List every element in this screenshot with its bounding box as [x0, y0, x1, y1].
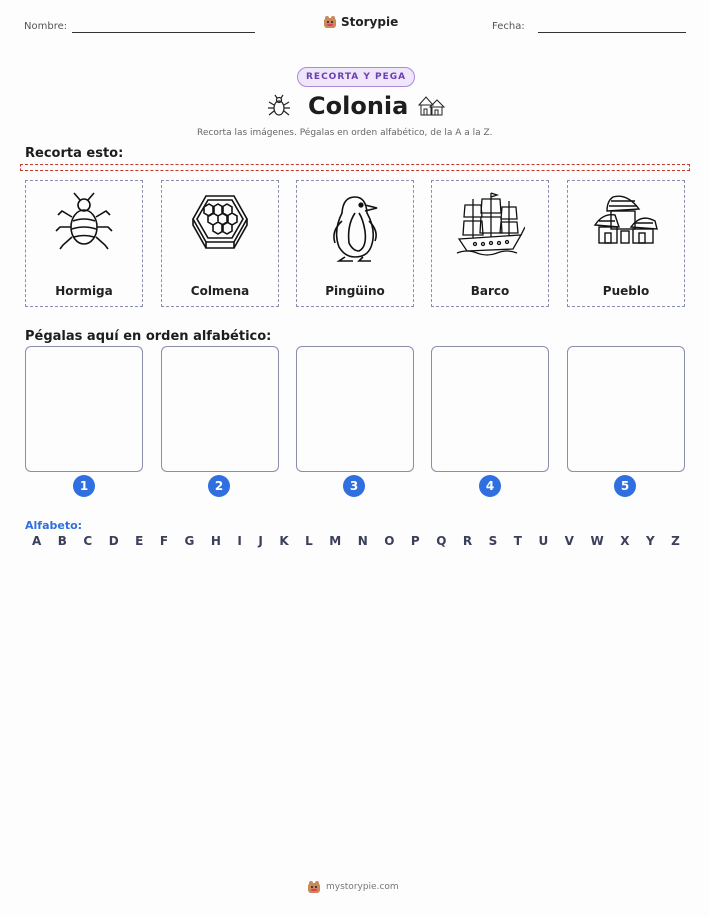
cut-line — [20, 164, 690, 171]
letter: Q — [436, 534, 447, 548]
date-label: Fecha: — [492, 21, 525, 32]
name-line[interactable] — [72, 32, 255, 33]
letter: S — [488, 534, 498, 548]
letter: D — [108, 534, 119, 548]
instructions: Recorta las imágenes. Pégalas en orden alfabético, de la A a la Z. — [197, 128, 493, 138]
letter: Z — [671, 534, 680, 548]
ship-icon — [455, 191, 525, 257]
storypie-mascot-icon — [323, 15, 337, 29]
slot-number-4: 4 — [479, 475, 501, 497]
alphabet-row — [32, 534, 680, 548]
letter: I — [237, 534, 242, 548]
name-label: Nombre: — [24, 21, 68, 32]
alphabet-heading: Alfabeto: — [25, 519, 83, 532]
card-label: Barco — [470, 284, 510, 298]
letter: J — [258, 534, 263, 548]
paste-slot-1[interactable] — [25, 346, 143, 472]
footer-url[interactable]: mystorypie.com — [326, 882, 399, 892]
letter: M — [329, 534, 342, 548]
letter: N — [357, 534, 368, 548]
date-line[interactable] — [538, 32, 686, 33]
letter: W — [590, 534, 604, 548]
slot-number-1: 1 — [73, 475, 95, 497]
storypie-mascot-icon — [307, 880, 321, 894]
paste-heading: Pégalas aquí en orden alfabético: — [25, 329, 272, 344]
card-pueblo[interactable] — [567, 180, 685, 307]
title-village-icon — [416, 93, 446, 123]
card-colmena[interactable] — [161, 180, 279, 307]
letter: C — [83, 534, 93, 548]
card-label: Pingüino — [325, 284, 385, 298]
paste-slot-3[interactable] — [296, 346, 414, 472]
brand-name: Storypie — [341, 15, 399, 29]
letter: U — [538, 534, 549, 548]
card-label: Colmena — [190, 284, 250, 298]
letter: H — [210, 534, 221, 548]
letter: K — [279, 534, 289, 548]
letter: R — [462, 534, 473, 548]
slot-number-2: 2 — [208, 475, 230, 497]
paste-slot-4[interactable] — [431, 346, 549, 472]
slot-number-3: 3 — [343, 475, 365, 497]
letter: O — [384, 534, 395, 548]
footer — [307, 880, 399, 894]
letter: E — [135, 534, 144, 548]
letter: A — [32, 534, 42, 548]
brand-logo — [323, 15, 398, 29]
slot-number-5: 5 — [614, 475, 636, 497]
letter: B — [57, 534, 67, 548]
penguin-icon — [325, 191, 385, 263]
letter: L — [305, 534, 313, 548]
card-label: Hormiga — [55, 284, 113, 298]
card-barco[interactable] — [431, 180, 549, 307]
card-label: Pueblo — [602, 284, 650, 298]
bug-icon — [54, 191, 114, 253]
honeycomb-icon — [189, 191, 251, 253]
page-title: Colonia — [308, 92, 409, 120]
title-bug-icon — [266, 93, 292, 123]
paste-slot-5[interactable] — [567, 346, 685, 472]
card-pinguino[interactable] — [296, 180, 414, 307]
card-hormiga[interactable] — [25, 180, 143, 307]
paste-slot-2[interactable] — [161, 346, 279, 472]
letter: T — [513, 534, 522, 548]
letter: V — [564, 534, 574, 548]
letter: F — [159, 534, 169, 548]
letter: P — [410, 534, 420, 548]
village-icon — [593, 191, 659, 249]
letter: X — [620, 534, 630, 548]
letter: G — [184, 534, 195, 548]
letter: Y — [645, 534, 655, 548]
activity-badge: RECORTA Y PEGA — [297, 67, 415, 87]
cut-heading: Recorta esto: — [25, 146, 124, 161]
